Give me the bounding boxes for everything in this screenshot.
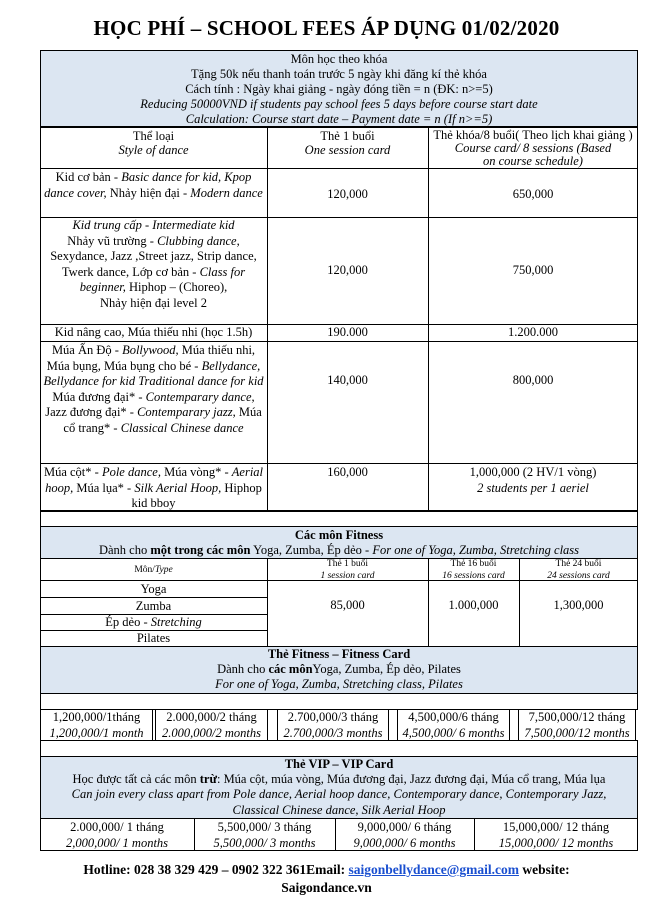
row-kid-basic-course: 650,000 bbox=[512, 187, 554, 201]
header-single: Thẻ 1 buổi One session card bbox=[304, 129, 391, 157]
fitness-class-pilates: Pilates bbox=[136, 631, 171, 645]
fitness-class-stretching: Ép dẻo - Stretching bbox=[105, 615, 202, 629]
row-pole-style: Múa cột* - Pole dance, Múa vòng* - Aerial hoop, Múa lụa* - Silk Aerial Hoop, Hiphop kid bboy bbox=[43, 465, 264, 510]
page-title: HỌC PHÍ – SCHOOL FEES ÁP DỤNG 01/02/2020 bbox=[93, 16, 560, 40]
fitness-option-1-text: 1,200,000/1tháng 1,200,000/1 month bbox=[49, 710, 144, 740]
vip-option-1: 2.000,000/ 1 tháng 2,000,000/ 1 months bbox=[65, 820, 169, 850]
fitness-price-24: 1,300,000 bbox=[553, 598, 604, 612]
row-intermediate-style: Kid trung cấp - Intermediate kid Nhảy vũ trường - Clubbing dance, Sexydance, Jazz ,Street jazz, Strip dance, Twerk dance, Lớp cơ bản - Class for beginner, Hiphop – (Choreo), Nhảy hiện đại level 2 bbox=[50, 218, 257, 310]
row-kid-advanced-style: Kid nâng cao, Múa thiếu nhi (học 1.5h) bbox=[54, 325, 253, 339]
fitness-price-16: 1.000,000 bbox=[448, 598, 499, 612]
fitness-option-2-text: 2.000,000/2 tháng 2.000,000/2 months bbox=[162, 710, 261, 740]
row-pole-course: 1,000,000 (2 HV/1 vòng) 2 students per 1 aeriel bbox=[469, 465, 597, 495]
intro-line-2: Tặng 50k nếu thanh toán trước 5 ngày khi đăng kí thẻ khóa bbox=[191, 67, 487, 81]
vip-title: Thẻ VIP – VIP Card bbox=[284, 757, 394, 771]
footer-website[interactable]: Saigondance.vn bbox=[281, 880, 372, 895]
fitness-class-yoga: Yoga bbox=[140, 582, 167, 596]
row-indian-style: Múa Ấn Độ - Bollywood, Múa thiếu nhi, Múa bụng, Múa bụng cho bé - Bellydance, Bellydance for kid Traditional dance for kid Múa đương đại* - Contemparary dance, Jazz đương đại* - Contemparary jazz, Múa cổ trang* - Classical Chinese dance bbox=[43, 343, 264, 435]
fitness-h-16: Thẻ 16 buổi 16 sessions card bbox=[442, 559, 505, 581]
fitness-class-zumba: Zumba bbox=[135, 599, 172, 613]
intro-line-1: Môn học theo khóa bbox=[290, 52, 388, 66]
fitness-h-1: Thẻ 1 buổi 1 session card bbox=[320, 559, 375, 581]
intro-line-4: Reducing 50000VND if students pay school fees 5 days before course start date bbox=[140, 97, 538, 111]
vip-option-3: 9,000,000/ 6 tháng 9,000,000/ 6 months bbox=[353, 820, 456, 850]
row-kid-basic-single: 120,000 bbox=[327, 187, 368, 201]
fitness-option-5-text: 7,500,000/12 tháng 7,500,000/12 months bbox=[524, 710, 630, 740]
hotline-text: Hotline: 028 38 329 429 – 0902 322 361Email: bbox=[83, 862, 349, 877]
fitness-option-3-text: 2.700,000/3 tháng 2.700,000/3 months bbox=[283, 710, 383, 740]
fitness-desc: Dành cho một trong các môn Yoga, Zumba, Ép dẻo - For one of Yoga, Zumba, Stretching class bbox=[98, 543, 580, 557]
vip-option-2: 5,500,000/ 3 tháng 5,500,000/ 3 months bbox=[213, 820, 316, 850]
row-kid-advanced-single: 190.000 bbox=[327, 325, 368, 339]
vip-desc: Học được tất cả các môn trừ: Múa cột, múa vòng, Múa đương đại, Jazz đương đại, Múa cổ trang, Múa lụa bbox=[72, 772, 606, 786]
header-course: Thẻ khóa/8 buổi( Theo lịch khai giảng ) Course card/ 8 sessions (Based on course schedule) bbox=[433, 128, 633, 168]
fitness-h-class: Môn/Type bbox=[134, 565, 173, 575]
fitness-title: Các môn Fitness bbox=[294, 528, 384, 542]
fitness-card-desc: Dành cho các mônYoga, Zumba, Ép dẻo, Pilates bbox=[217, 662, 461, 676]
fitness-option-4-text: 4,500,000/6 tháng 4,500,000/ 6 months bbox=[402, 710, 505, 740]
vip-desc-en: Can join every class apart from Pole dance, Aerial hoop dance, Contemporary dance, Contemporary Jazz, Classical Chinese dance, Silk Aerial Hoop bbox=[71, 787, 607, 817]
footer-contact bbox=[0, 862, 653, 878]
fitness-h-24: Thẻ 24 buổi 24 sessions card bbox=[547, 559, 610, 581]
website-label: website: bbox=[518, 862, 570, 877]
row-kid-advanced-course: 1.200.000 bbox=[508, 325, 558, 339]
row-indian-single: 140,000 bbox=[327, 373, 368, 387]
email-link[interactable]: saigonbellydance@gmail.com bbox=[348, 862, 519, 877]
fitness-price-1: 85,000 bbox=[330, 598, 365, 612]
vip-option-4: 15,000,000/ 12 tháng 15,000,000/ 12 months bbox=[498, 820, 614, 850]
row-pole-single: 160,000 bbox=[327, 465, 368, 479]
fitness-card-title: Thẻ Fitness – Fitness Card bbox=[267, 647, 411, 661]
intro-line-5: Calculation: Course start date – Payment date = n (If n>=5) bbox=[185, 112, 493, 126]
fitness-card-desc-en: For one of Yoga, Zumba, Stretching class, Pilates bbox=[215, 677, 463, 691]
intro-line-3: Cách tính : Ngày khai giảng - ngày đóng tiền = n (ĐK: n>=5) bbox=[185, 82, 493, 96]
row-kid-basic-style: Kid cơ bản - Basic dance for kid, Kpop dance cover, Nhảy hiện đại - Modern dance bbox=[44, 170, 263, 200]
row-intermediate-single: 120,000 bbox=[327, 263, 368, 277]
row-indian-course: 800,000 bbox=[512, 373, 554, 387]
row-intermediate-course: 750,000 bbox=[512, 263, 554, 277]
header-style: Thể loại Style of dance bbox=[118, 129, 189, 157]
